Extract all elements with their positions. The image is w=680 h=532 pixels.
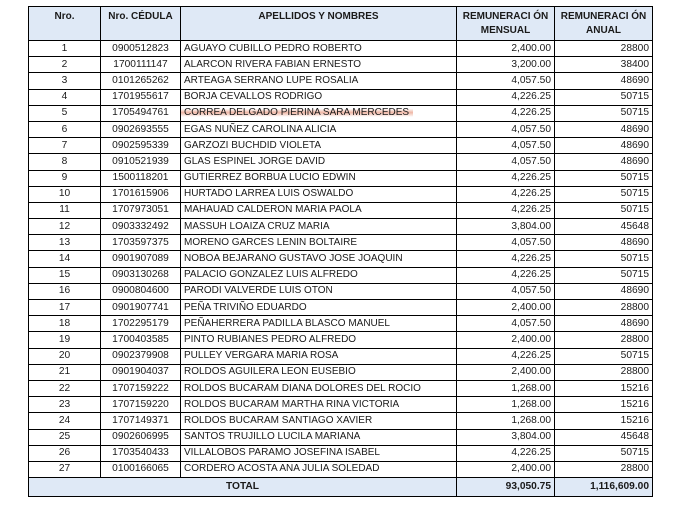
row-nro: 14	[29, 251, 101, 267]
row-cedula: 1703597375	[101, 235, 181, 251]
table-row	[29, 219, 653, 235]
row-nombre-text: ALARCON RIVERA FABIAN ERNESTO	[184, 58, 362, 70]
row-mensual: 3,804.00	[457, 219, 555, 235]
row-cedula: 1700403585	[101, 332, 181, 348]
row-nro: 19	[29, 332, 101, 348]
row-anual: 50715	[555, 348, 653, 364]
row-nombre	[181, 461, 457, 477]
row-anual: 50715	[555, 445, 653, 461]
row-nro: 15	[29, 267, 101, 283]
row-mensual: 4,057.50	[457, 235, 555, 251]
table-row	[29, 364, 653, 380]
row-anual: 50715	[555, 202, 653, 218]
row-mensual: 4,226.25	[457, 186, 555, 202]
row-mensual: 2,400.00	[457, 300, 555, 316]
row-nombre	[181, 57, 457, 73]
row-anual: 48690	[555, 154, 653, 170]
row-nombre	[181, 186, 457, 202]
row-nro: 18	[29, 316, 101, 332]
table-row	[29, 445, 653, 461]
total-mensual: 93,050.75	[457, 478, 555, 497]
row-nro: 5	[29, 105, 101, 121]
row-nro: 16	[29, 283, 101, 299]
table-row	[29, 105, 653, 121]
row-nombre	[181, 170, 457, 186]
row-nombre	[181, 41, 457, 57]
table-row	[29, 251, 653, 267]
row-mensual: 2,400.00	[457, 364, 555, 380]
table-row	[29, 413, 653, 429]
row-nombre-text: PEÑA TRIVIÑO EDUARDO	[184, 301, 307, 313]
row-anual: 45648	[555, 429, 653, 445]
row-mensual: 2,400.00	[457, 461, 555, 477]
row-nombre	[181, 251, 457, 267]
row-anual: 15216	[555, 413, 653, 429]
row-nro: 21	[29, 364, 101, 380]
row-nombre	[181, 267, 457, 283]
total-anual: 1,116,609.00	[555, 478, 653, 497]
header-nro: Nro.	[29, 7, 101, 41]
row-nombre-text: MASSUH LOAIZA CRUZ MARIA	[184, 220, 330, 232]
row-cedula: 0903332492	[101, 219, 181, 235]
table-row	[29, 461, 653, 477]
row-nombre	[181, 121, 457, 137]
row-nombre-text: GLAS ESPINEL JORGE DAVID	[184, 155, 326, 167]
row-nombre	[181, 413, 457, 429]
row-nombre	[181, 364, 457, 380]
row-cedula: 1705494761	[101, 105, 181, 121]
table-row	[29, 397, 653, 413]
row-nro: 25	[29, 429, 101, 445]
header-mensual: REMUNERACI ÓN MENSUAL	[457, 7, 555, 41]
table-row	[29, 89, 653, 105]
row-nro: 20	[29, 348, 101, 364]
row-nro: 4	[29, 89, 101, 105]
row-nombre-text: SANTOS TRUJILLO LUCILA MARIANA	[184, 431, 361, 443]
row-anual: 50715	[555, 89, 653, 105]
row-nro: 3	[29, 73, 101, 89]
row-mensual: 4,057.50	[457, 138, 555, 154]
header-nombres: APELLIDOS Y NOMBRES	[181, 7, 457, 41]
row-mensual: 4,057.50	[457, 316, 555, 332]
row-nombre	[181, 316, 457, 332]
row-mensual: 4,057.50	[457, 73, 555, 89]
table-row	[29, 283, 653, 299]
row-nro: 17	[29, 300, 101, 316]
table-header-row	[29, 7, 653, 41]
row-anual: 48690	[555, 73, 653, 89]
row-mensual: 4,226.25	[457, 251, 555, 267]
row-nombre-text: PARODI VALVERDE LUIS OTON	[184, 285, 333, 297]
row-mensual: 3,804.00	[457, 429, 555, 445]
row-cedula: 0100166065	[101, 461, 181, 477]
table-row	[29, 57, 653, 73]
row-nombre	[181, 89, 457, 105]
row-cedula: 1707159220	[101, 397, 181, 413]
row-nro: 26	[29, 445, 101, 461]
row-nombre-text: GUTIERREZ BORBUA LUCIO EDWIN	[184, 172, 356, 184]
row-nombre	[181, 380, 457, 396]
table-row	[29, 332, 653, 348]
row-cedula: 1700111147	[101, 57, 181, 73]
row-nombre-text: PULLEY VERGARA MARIA ROSA	[184, 350, 339, 362]
row-mensual: 4,226.25	[457, 89, 555, 105]
row-cedula: 1701615906	[101, 186, 181, 202]
row-nombre-text: ROLDOS BUCARAM MARTHA RINA VICTORIA	[184, 398, 400, 410]
header-anual: REMUNERACI ÓN ANUAL	[555, 7, 653, 41]
row-cedula: 0910521939	[101, 154, 181, 170]
row-cedula: 0901904037	[101, 364, 181, 380]
row-cedula: 0900512823	[101, 41, 181, 57]
row-nombre	[181, 300, 457, 316]
total-row	[29, 478, 653, 497]
row-anual: 50715	[555, 267, 653, 283]
row-nombre	[181, 73, 457, 89]
row-nombre-text: EGAS NUÑEZ CAROLINA ALICIA	[184, 123, 337, 135]
row-nombre-text: ROLDOS AGUILERA LEON EUSEBIO	[184, 366, 356, 378]
row-nro: 9	[29, 170, 101, 186]
table-row	[29, 73, 653, 89]
row-nombre-text: NOBOA BEJARANO GUSTAVO JOSE JOAQUIN	[184, 253, 403, 265]
row-nombre	[181, 397, 457, 413]
row-anual: 15216	[555, 380, 653, 396]
row-mensual: 4,057.50	[457, 154, 555, 170]
row-mensual: 4,057.50	[457, 283, 555, 299]
row-cedula: 0901907741	[101, 300, 181, 316]
row-anual: 28800	[555, 332, 653, 348]
row-cedula: 1707159222	[101, 380, 181, 396]
row-anual: 48690	[555, 283, 653, 299]
row-mensual: 4,226.25	[457, 267, 555, 283]
row-mensual: 4,226.25	[457, 445, 555, 461]
row-anual: 48690	[555, 138, 653, 154]
row-nombre-text: MAHAUAD CALDERON MARIA PAOLA	[184, 204, 362, 216]
row-nombre-text: ROLDOS BUCARAM DIANA DOLORES DEL ROCIO	[184, 382, 421, 394]
payroll-sheet	[28, 6, 653, 497]
row-cedula: 0902606995	[101, 429, 181, 445]
row-nombre	[181, 235, 457, 251]
row-mensual: 3,200.00	[457, 57, 555, 73]
row-mensual: 1,268.00	[457, 380, 555, 396]
row-cedula: 0902595339	[101, 138, 181, 154]
row-mensual: 2,400.00	[457, 332, 555, 348]
row-anual: 28800	[555, 364, 653, 380]
row-cedula: 0902379908	[101, 348, 181, 364]
row-anual: 15216	[555, 397, 653, 413]
row-nombre	[181, 138, 457, 154]
row-nro: 12	[29, 219, 101, 235]
table-body	[29, 41, 653, 478]
row-nombre-text: HURTADO LARREA LUIS OSWALDO	[184, 188, 354, 200]
payroll-table	[28, 6, 653, 497]
table-row	[29, 235, 653, 251]
row-nombre	[181, 348, 457, 364]
row-nombre	[181, 445, 457, 461]
row-nro: 23	[29, 397, 101, 413]
table-row	[29, 121, 653, 137]
row-nombre	[181, 105, 457, 121]
row-anual: 50715	[555, 251, 653, 267]
header-cedula: Nro. CÉDULA	[101, 7, 181, 41]
row-anual: 48690	[555, 121, 653, 137]
row-nombre-text: VILLALOBOS PARAMO JOSEFINA ISABEL	[184, 447, 380, 459]
row-nombre-text: BORJA CEVALLOS RODRIGO	[184, 91, 323, 103]
row-nombre	[181, 219, 457, 235]
table-row	[29, 348, 653, 364]
row-anual: 28800	[555, 41, 653, 57]
row-nombre-text: PEÑAHERRERA PADILLA BLASCO MANUEL	[184, 317, 390, 329]
row-mensual: 1,268.00	[457, 413, 555, 429]
row-nombre-text: ARTEAGA SERRANO LUPE ROSALIA	[184, 74, 359, 86]
row-nombre-text: MORENO GARCES LENIN BOLTAIRE	[184, 236, 357, 248]
total-label: TOTAL	[29, 478, 457, 497]
row-nombre	[181, 332, 457, 348]
row-anual: 50715	[555, 186, 653, 202]
row-cedula: 0900804600	[101, 283, 181, 299]
row-mensual: 4,226.25	[457, 170, 555, 186]
row-anual: 48690	[555, 316, 653, 332]
row-nro: 10	[29, 186, 101, 202]
row-nombre-text: CORREA DELGADO PIERINA SARA MERCEDES	[181, 107, 414, 118]
row-mensual: 4,057.50	[457, 121, 555, 137]
table-row	[29, 138, 653, 154]
row-cedula: 1500118201	[101, 170, 181, 186]
row-nombre-text: GARZOZI BUCHDID VIOLETA	[184, 139, 322, 151]
row-nombre-text: AGUAYO CUBILLO PEDRO ROBERTO	[184, 42, 362, 54]
row-anual: 28800	[555, 300, 653, 316]
row-nro: 22	[29, 380, 101, 396]
row-cedula: 1703540433	[101, 445, 181, 461]
table-row	[29, 380, 653, 396]
row-cedula: 0901907089	[101, 251, 181, 267]
table-row	[29, 154, 653, 170]
row-nro: 27	[29, 461, 101, 477]
table-row	[29, 429, 653, 445]
row-nro: 7	[29, 138, 101, 154]
row-nombre-text: PINTO RUBIANES PEDRO ALFREDO	[184, 333, 357, 345]
row-cedula: 1707973051	[101, 202, 181, 218]
row-mensual: 1,268.00	[457, 397, 555, 413]
row-anual: 50715	[555, 170, 653, 186]
row-nombre	[181, 154, 457, 170]
row-cedula: 0902693555	[101, 121, 181, 137]
row-anual: 48690	[555, 235, 653, 251]
row-nro: 11	[29, 202, 101, 218]
row-anual: 50715	[555, 105, 653, 121]
table-row	[29, 186, 653, 202]
row-anual: 45648	[555, 219, 653, 235]
row-nro: 1	[29, 41, 101, 57]
table-row	[29, 202, 653, 218]
row-anual: 28800	[555, 461, 653, 477]
row-nombre	[181, 283, 457, 299]
row-nombre	[181, 202, 457, 218]
row-nombre-text: CORDERO ACOSTA ANA JULIA SOLEDAD	[184, 463, 380, 475]
row-nro: 24	[29, 413, 101, 429]
table-row	[29, 267, 653, 283]
row-mensual: 2,400.00	[457, 41, 555, 57]
row-nombre-text: ROLDOS BUCARAM SANTIAGO XAVIER	[184, 414, 373, 426]
row-nombre	[181, 429, 457, 445]
row-cedula: 1701955617	[101, 89, 181, 105]
row-nro: 13	[29, 235, 101, 251]
row-cedula: 0101265262	[101, 73, 181, 89]
table-row	[29, 300, 653, 316]
row-cedula: 0903130268	[101, 267, 181, 283]
row-nro: 6	[29, 121, 101, 137]
row-cedula: 1707149371	[101, 413, 181, 429]
row-anual: 38400	[555, 57, 653, 73]
table-row	[29, 170, 653, 186]
row-mensual: 4,226.25	[457, 348, 555, 364]
table-row	[29, 316, 653, 332]
row-nro: 2	[29, 57, 101, 73]
row-cedula: 1702295179	[101, 316, 181, 332]
row-nro: 8	[29, 154, 101, 170]
row-nombre-text: PALACIO GONZALEZ LUIS ALFREDO	[184, 269, 358, 281]
row-mensual: 4,226.25	[457, 105, 555, 121]
table-row	[29, 41, 653, 57]
row-mensual: 4,226.25	[457, 202, 555, 218]
